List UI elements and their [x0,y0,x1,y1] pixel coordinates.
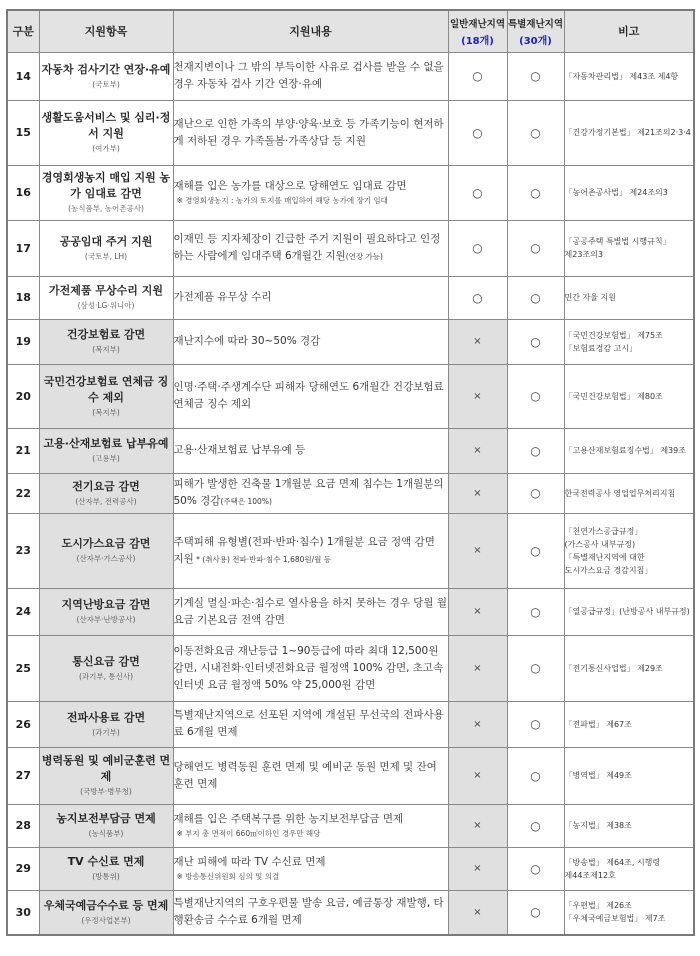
special-region-mark: ○ [507,220,564,276]
row-number: 17 [7,220,39,276]
support-content-cell [173,428,448,473]
support-content-text: 이동전화요금 재난등급 1~90등급에 따라 최대 12,500원 감면, 시내전화·인터넷전화요금 월정액 100% 감면, 초고속인터넷 요금 월정액 50% 약 25,000원 감면 [173,644,444,691]
support-item-title: 고용·산재보험료 납부유예 [43,437,169,450]
row-number: 19 [7,319,39,364]
support-item-agency: (산자부·난방공사) [76,615,136,624]
reference-cell [564,428,694,473]
support-item-cell [39,847,173,890]
support-item-cell [39,364,173,428]
header-special-count: (30개) [519,35,552,47]
reference-line: (가스공사 내부규정) [564,539,636,549]
support-content-text: 재해를 입은 주택복구를 위한 농지보전부담금 면제 [173,813,404,825]
general-region-mark: × [448,513,507,588]
support-item-agency: (방통위) [92,872,120,881]
support-item-title: 경영회생농지 매입 지원 농가 임대료 감면 [41,171,171,200]
support-content-cell [173,890,448,935]
table-row [7,804,694,847]
table-row [7,100,694,165]
table-row [7,747,694,804]
support-content-text: 특별재난지역으로 선포된 지역에 개설된 무선국의 전파사용료 6개월 면제 [173,709,444,738]
general-region-mark: × [448,847,507,890]
reference-cell [564,804,694,847]
support-content-text: 주택피해 유형별(전파·반파·침수) 1개월분 요금 정액 감면 지원 [173,535,435,565]
row-number: 26 [7,701,39,747]
support-content-cell [173,635,448,701]
support-item-agency: (산자부, 전력공사) [75,496,137,506]
general-region-mark: × [448,890,507,935]
reference-cell [564,52,694,100]
support-item-agency: (우정사업본부) [81,915,131,925]
row-number: 28 [7,804,39,847]
support-item-title: 공공임대 주거 지원 [59,234,153,248]
general-region-mark: × [448,701,507,747]
support-content-cell [173,588,448,635]
reference-line: 「특별재난지역에 대한 [564,552,645,562]
support-content-text: 기계실 멸실·파손·침수로 열사용을 하지 못하는 경우 당월 월요금 기본요금 전액 감면 [173,596,447,626]
table-row [7,701,694,747]
reference-cell [564,364,694,428]
support-content-small: (연장 가능) [345,252,383,261]
support-item-cell [39,276,173,319]
table-row [7,276,694,319]
reference-line: 「보험료경감 고시」 [564,343,638,353]
header-general-label: 일반재난지역 [449,18,506,30]
support-content-text: 재난 피해에 따라 TV 수신료 면제 [173,856,326,868]
support-item-title: 지역난방요금 감면 [61,598,151,611]
support-item-cell [39,701,173,747]
support-item-agency: (국토부, LH) [84,251,128,261]
support-item-agency: (과기부, 통신사) [78,671,134,681]
header-special-region [507,10,564,52]
table-row [7,890,694,935]
reference-line: 한국전력공사 영업업무처리지침 [564,488,676,498]
table-row [7,635,694,701]
row-number: 27 [7,747,39,804]
general-region-mark: × [448,473,507,513]
general-region-mark: ○ [448,165,507,220]
special-region-mark: ○ [507,165,564,220]
special-region-mark: ○ [507,513,564,588]
general-region-mark: ○ [448,100,507,165]
support-content-note: ※ 방송통신위원회 심의 및 의결 [176,872,280,881]
special-region-mark: ○ [507,473,564,513]
reference-line: 「열공급규정」(난방공사 내부규정) [564,607,690,616]
special-region-mark: ○ [507,588,564,635]
header-general-count: (18개) [461,35,494,47]
header-general-region [448,10,507,52]
support-content-text: 재해를 입은 농가를 대상으로 당해연도 임대료 감면 [173,180,407,192]
reference-line: 「농지법」 제38조 [564,821,632,830]
support-content-cell [173,220,448,276]
reference-line: 「국민건강보험법」 제75조 [564,330,663,340]
special-region-mark: ○ [507,804,564,847]
table-row [7,473,694,513]
support-item-title: TV 수신료 면제 [67,855,145,868]
support-content-note: ※ 경영회생농지 : 농가의 토지를 매입하여 해당 농가에 장기 임대 [176,196,388,205]
header-note: 비고 [564,10,694,52]
table-row [7,52,694,100]
support-table [6,9,695,936]
header-no: 구분 [7,10,39,52]
general-region-mark: × [448,319,507,364]
support-item-title: 도시가스요금 감면 [61,537,151,550]
special-region-mark: ○ [507,52,564,100]
support-item-title: 가전제품 무상수리 지원 [49,284,163,297]
reference-cell [564,747,694,804]
support-content-text: 이재민 등 지자체장이 긴급한 주거 지원이 필요하다고 인정하는 사람에게 임대주택 6개월간 지원 [173,233,441,262]
support-content-text: 고용·산재보험료 납부유예 등 [173,444,306,456]
special-region-mark: ○ [507,428,564,473]
reference-line: 「방송법」 제64조, 시행령 [564,857,661,867]
reference-line: 「병역법」 제49조 [564,771,632,780]
reference-line: 「공공주택 특별법 시행규칙」 [564,237,671,246]
support-content-cell [173,165,448,220]
row-number: 16 [7,165,39,220]
reference-line: 「자동차관리법」 제43조 제4항 [564,71,679,81]
support-item-title: 병력동원 및 예비군훈련 면제 [41,754,171,783]
general-region-mark: × [448,804,507,847]
header-row [7,10,694,52]
reference-cell [564,701,694,747]
table-row [7,165,694,220]
support-item-cell [39,588,173,635]
support-item-agency: (산자부·가스공사) [76,554,136,563]
special-region-mark: ○ [507,635,564,701]
header-item: 지원항목 [39,10,173,52]
special-region-mark: ○ [507,319,564,364]
support-item-cell [39,635,173,701]
general-region-mark: × [448,747,507,804]
row-number: 30 [7,890,39,935]
support-content-small: * (취사용) 전파·반파·침수 1,680원/월 등 [193,554,332,564]
general-region-mark: × [448,588,507,635]
reference-line: 「우체국예금보험법」 제7조 [564,914,666,924]
reference-cell [564,220,694,276]
support-content-cell [173,701,448,747]
support-content-cell [173,747,448,804]
reference-cell [564,588,694,635]
row-number: 23 [7,513,39,588]
support-item-title: 농지보전부담금 면제 [56,812,156,825]
support-item-cell [39,100,173,165]
row-number: 20 [7,364,39,428]
row-number: 22 [7,473,39,513]
row-number: 15 [7,100,39,165]
support-content-note: ※ 부지 총 면적이 660㎡이하인 경우만 해당 [176,829,321,838]
table-row [7,220,694,276]
general-region-mark: ○ [448,220,507,276]
header-content: 지원내용 [173,10,448,52]
table-row [7,428,694,473]
support-content-text: 가전제품 유무상 수리 [173,291,272,303]
support-content-cell [173,319,448,364]
reference-line: 「농어촌공사법」 제24조의3 [564,188,668,197]
support-content-text: 천재지변이나 그 밖의 부득이한 사유로 검사를 받을 수 없을 경우 자동차 검사 기간 연장·유예 [173,61,444,90]
special-region-mark: ○ [507,276,564,319]
special-region-mark: ○ [507,364,564,428]
support-item-agency: (삼성·LG·위니아) [77,301,135,310]
support-item-cell [39,804,173,847]
support-content-text: 특별재난지역의 구호우편물 발송 요금, 예금통장 재발행, 타행환송금 수수료 6개월 면제 [173,897,444,927]
support-item-agency: (과기부) [92,727,120,737]
support-content-text: 피해가 발생한 건축물 1개월분 요금 면제 침수는 1개월분의 50% 경감 [173,478,444,507]
reference-line: 「고용산재보험료징수법」 제39조 [564,446,686,455]
support-item-cell [39,428,173,473]
support-content-cell [173,847,448,890]
general-region-mark: ○ [448,276,507,319]
support-item-title: 국민건강보험료 연체금 징수 제외 [43,374,169,404]
support-item-cell [39,52,173,100]
reference-cell [564,276,694,319]
general-region-mark: ○ [448,52,507,100]
reference-line: 제44조제12호 [564,870,616,880]
support-content-text: 인명·주택·주생계수단 피해자 당해연도 6개월간 건강보험료 연체금 징수 제외 [173,381,444,410]
support-content-text: 재난지수에 따라 30~50% 경감 [173,335,321,347]
reference-cell [564,513,694,588]
support-content-cell [173,513,448,588]
support-content-cell [173,473,448,513]
support-item-cell [39,890,173,935]
special-region-mark: ○ [507,701,564,747]
support-content-cell [173,276,448,319]
support-item-title: 전기요금 감면 [72,479,140,493]
support-item-cell [39,473,173,513]
support-item-title: 우체국예금수수료 등 면제 [43,898,169,912]
row-number: 25 [7,635,39,701]
support-item-agency: (국방부·병무청) [80,787,132,796]
support-item-agency: (복지부) [92,407,120,417]
header-special-label: 특별재난지역 [507,18,564,30]
special-region-mark: ○ [507,747,564,804]
special-region-mark: ○ [507,890,564,935]
table-row [7,847,694,890]
table-row [7,364,694,428]
reference-cell [564,890,694,935]
table-row [7,319,694,364]
support-content-cell [173,804,448,847]
support-item-cell [39,319,173,364]
support-item-cell [39,513,173,588]
support-item-agency: (고용부) [92,454,120,463]
reference-cell [564,635,694,701]
reference-line: 「건강가정기본법」 제21조의2·3·4 [564,128,691,137]
table-row [7,588,694,635]
row-number: 29 [7,847,39,890]
reference-cell [564,473,694,513]
reference-line: 「우편법」 제26조 [564,901,632,911]
reference-cell [564,319,694,364]
support-item-agency: (국토부) [92,79,120,89]
support-content-cell [173,52,448,100]
reference-cell [564,100,694,165]
reference-line: 「전파법」 제67조 [564,719,632,729]
reference-line: 도시가스요금 경감지침」 [564,565,653,575]
support-content-cell [173,364,448,428]
support-item-title: 건강보험료 감면 [66,328,146,341]
special-region-mark: ○ [507,847,564,890]
support-item-cell [39,747,173,804]
row-number: 24 [7,588,39,635]
support-item-cell [39,165,173,220]
special-region-mark: ○ [507,100,564,165]
support-item-agency: (복지부) [92,345,120,354]
support-item-title: 자동차 검사기간 연장·유예 [41,62,171,76]
support-item-title: 통신요금 감면 [72,654,140,668]
support-item-agency: (농식품부, 농어촌공사) [68,204,144,213]
reference-line: 「천연가스공급규정」 [564,526,643,536]
reference-line: 「국민건강보험법」 제80조 [564,391,663,401]
general-region-mark: × [448,635,507,701]
support-item-agency: (농식품부) [88,829,124,838]
row-number: 18 [7,276,39,319]
reference-line: 제23조의3 [564,250,603,259]
reference-cell [564,847,694,890]
reference-line: 「전기통신사업법」 제29조 [564,663,663,673]
row-number: 21 [7,428,39,473]
support-content-text: 재난으로 인한 가족의 부양·양육·보호 등 가족기능이 현저하게 저하된 경우 가족돌봄·가족상담 등 지원 [173,117,444,147]
support-item-title: 생활도움서비스 및 심리·정서 지원 [41,111,171,140]
general-region-mark: × [448,428,507,473]
support-item-cell [39,220,173,276]
general-region-mark: × [448,364,507,428]
table-row [7,513,694,588]
reference-line: 민간 자율 지원 [564,293,616,302]
support-item-title: 전파사용료 감면 [66,710,146,724]
support-content-text: 당해연도 병력동원 훈련 면제 및 예비군 동원 면제 및 잔여 훈련 면제 [173,760,437,790]
support-content-small: (주택은 100%) [220,497,272,506]
support-item-agency: (여가부) [92,144,120,153]
reference-cell [564,165,694,220]
support-content-cell [173,100,448,165]
row-number: 14 [7,52,39,100]
